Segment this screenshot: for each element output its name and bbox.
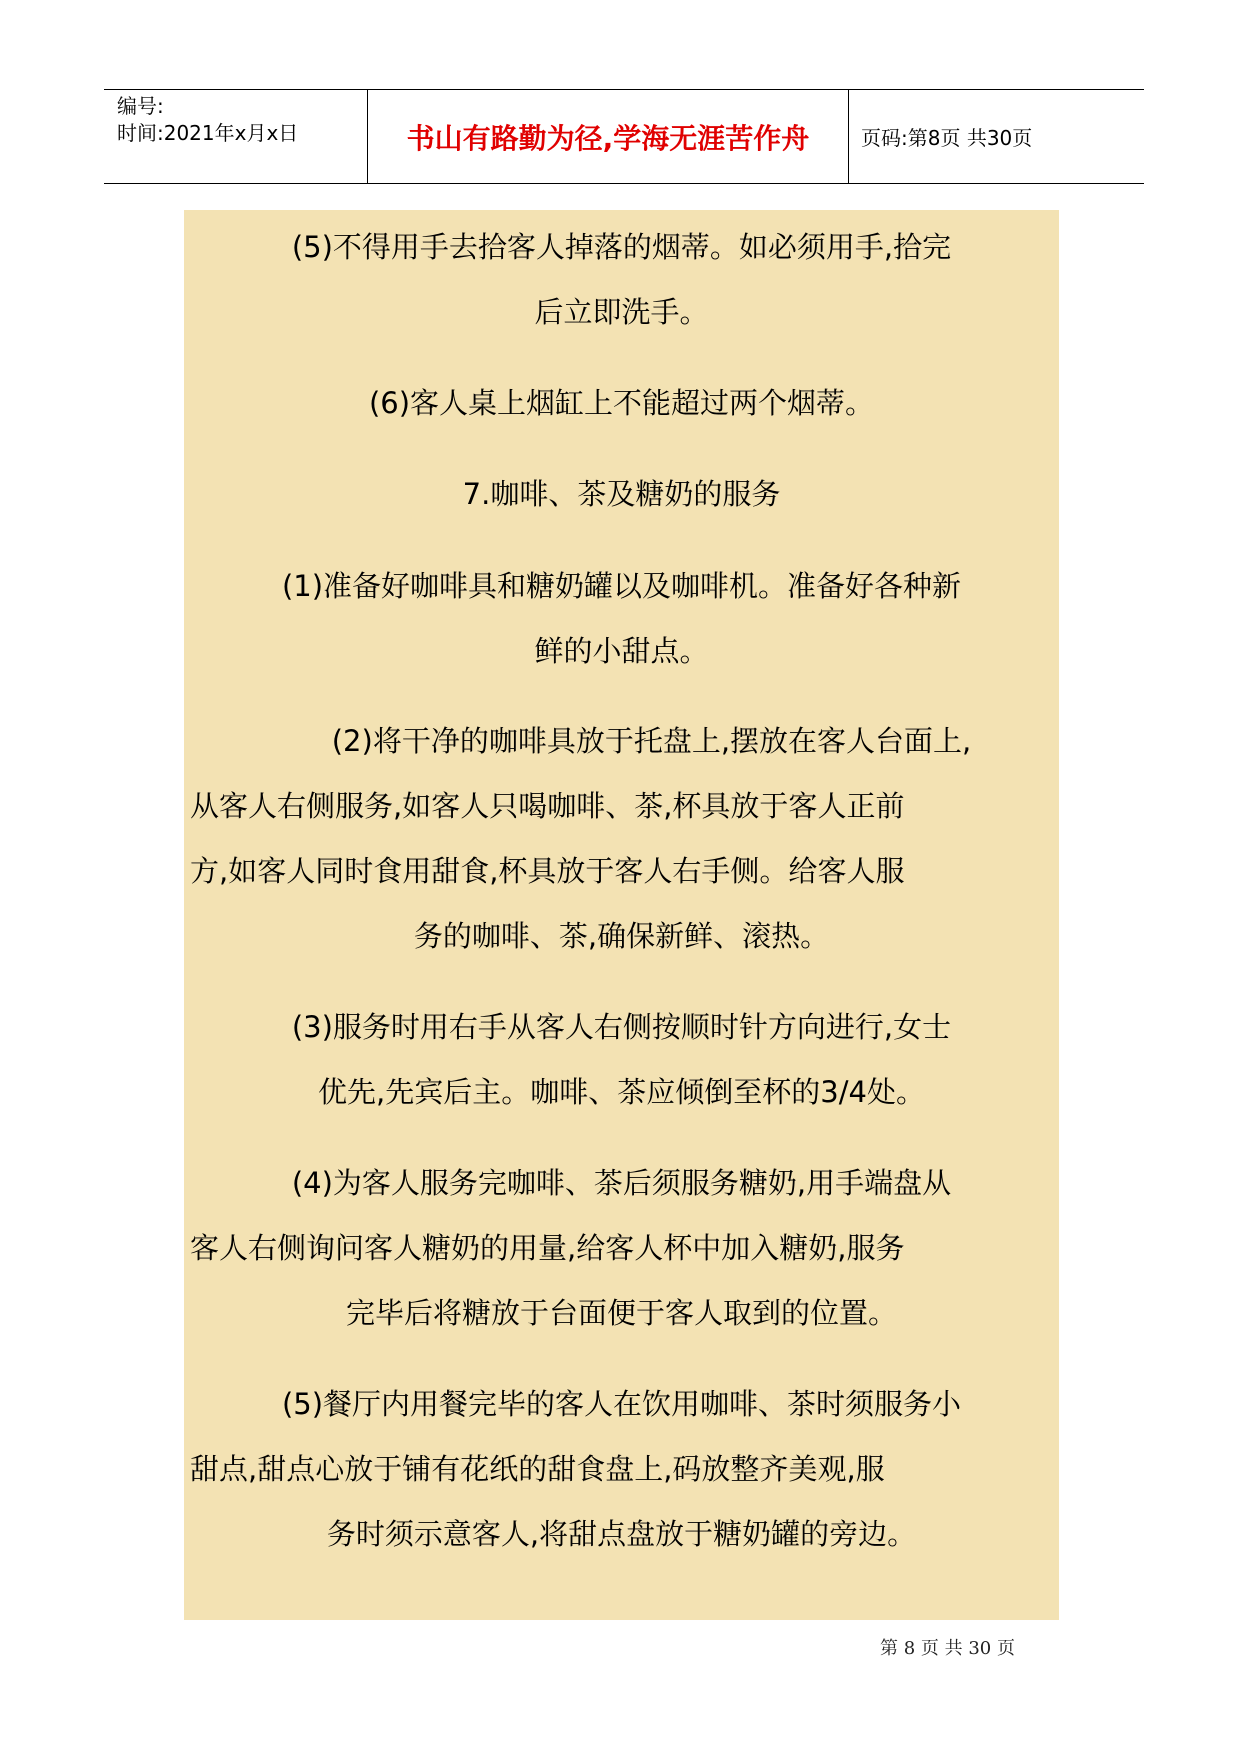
serial-label: 编号: [117, 94, 164, 118]
paragraph-line: (5)餐厅内用餐完毕的客人在饮用咖啡、茶时须服务小 [281, 1387, 962, 1421]
paragraph-line: (3)服务时用右手从客人右侧按顺时针方向进行,女士 [291, 1010, 952, 1044]
paragraph-line: 从客人右侧服务,如客人只喝咖啡、茶,杯具放于客人正前 [190, 789, 905, 823]
section-heading: 7.咖啡、茶及糖奶的服务 [462, 477, 781, 511]
page-header [104, 89, 1144, 184]
paragraph-line: 客人右侧询问客人糖奶的用量,给客人杯中加入糖奶,服务 [190, 1231, 905, 1265]
paragraph-line: (2)将干净的咖啡具放于托盘上,摆放在客人台面上, [331, 724, 972, 758]
paragraph-line: 后立即洗手。 [534, 295, 709, 329]
paragraph-line: (5)不得用手去拾客人掉落的烟蒂。如必须用手,拾完 [291, 230, 952, 264]
paragraph-line: 方,如客人同时食用甜食,杯具放于客人右手侧。给客人服 [190, 854, 905, 888]
paragraph-line: 甜点,甜点心放于铺有花纸的甜食盘上,码放整齐美观,服 [190, 1452, 885, 1486]
date-label: 时间:2021年x月x日 [117, 121, 299, 145]
paragraph-line: (6)客人桌上烟缸上不能超过两个烟蒂。 [368, 386, 875, 420]
paragraph-line: 务的咖啡、茶,确保新鲜、滚热。 [413, 919, 830, 953]
header-right-cell [849, 90, 1144, 183]
content-panel [184, 210, 1059, 1620]
motto-text: 书山有路勤为径,学海无涯苦作舟 [406, 121, 810, 155]
paragraph-line: (1)准备好咖啡具和糖奶罐以及咖啡机。准备好各种新 [281, 569, 962, 603]
paragraph-line: 鲜的小甜点。 [534, 634, 709, 668]
header-page-label: 页码:第8页 共30页 [861, 126, 1033, 150]
paragraph-line: 优先,先宾后主。咖啡、茶应倾倒至杯的3/4处。 [318, 1075, 925, 1109]
header-motto-cell [367, 90, 849, 183]
page-footer: 第 8 页 共 30 页 [880, 1638, 1015, 1659]
paragraph-line: 完毕后将糖放于台面便于客人取到的位置。 [345, 1296, 897, 1330]
paragraph-line: 务时须示意客人,将甜点盘放于糖奶罐的旁边。 [326, 1517, 917, 1551]
header-left-cell [104, 90, 367, 183]
paragraph-line: (4)为客人服务完咖啡、茶后须服务糖奶,用手端盘从 [291, 1166, 952, 1200]
